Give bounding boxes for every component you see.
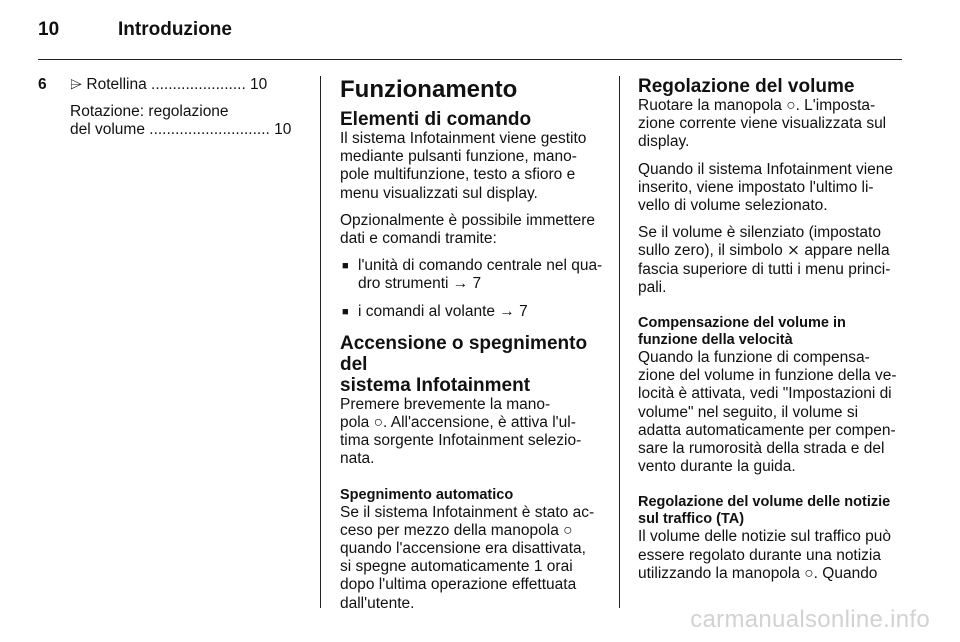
paragraph: Opzionalmente è possibile immettere dati e comandi tramite: (340, 211, 596, 248)
paragraph: Il volume delle notizie sul traffico può essere regolato durante una notizia utilizzando la manopola ○. Quando (638, 528, 892, 582)
list-item-text: l'unità di comando centrale nel qua- dro strumenti → 7 (358, 257, 603, 293)
subsection-heading: Regolazione del volume (638, 76, 855, 97)
paragraph: Ruotare la manopola ○. L'imposta- zione corrente viene visualizzata sul display. (638, 97, 887, 151)
list-item-text: i comandi al volante → 7 (358, 302, 528, 320)
paragraph: Quando il sistema Infotainment viene inserito, viene impostato l'ultimo li- vello di volume selezionato. (638, 160, 894, 215)
minor-heading: Spegnimento automatico (340, 486, 514, 503)
content-column-right (638, 76, 904, 583)
paragraph: Se il sistema Infotainment è stato ac- ceso per mezzo della manopola ○ quando l'accensione era disattivata, si spegne automaticamente 1 orai dopo l'ultima operazione effettuata dall'utente. (340, 503, 595, 612)
list-item (340, 257, 608, 293)
subsection-heading: Accensione o spegnimento del sistema Infotainment (340, 332, 588, 396)
index-entry-rotellina[interactable] (38, 76, 308, 94)
content-column-middle (340, 76, 608, 613)
index-entry-line: del volume ............................ 10 (70, 121, 292, 138)
paragraph: Il sistema Infotainment viene gestito mediante pulsanti funzione, mano- pole multifunzione, testo a sfioro e menu visualizzati sul display. (340, 130, 587, 202)
minor-heading: Compensazione del volume in funzione della velocità (638, 315, 846, 349)
index-entry-line: Rotazione: regolazione (70, 103, 229, 120)
page-number: 10 (38, 19, 60, 40)
index-entry-number: 6 (38, 76, 47, 93)
chapter-title: Introduzione (118, 19, 232, 40)
section-title: Funzionamento (340, 76, 518, 103)
header-divider (38, 59, 902, 60)
column-divider (619, 76, 620, 608)
bullet-icon: ■ (342, 260, 349, 273)
column-divider (320, 76, 321, 608)
paragraph: Se il volume è silenziato (impostato sullo zero), il simbolo ⨯ appare nella fascia superiore di tutti i menu princi- pali. (638, 224, 891, 296)
list-item (340, 303, 608, 321)
bullet-icon: ■ (342, 305, 349, 318)
minor-heading: Regolazione del volume delle notizie sul traffico (TA) (638, 494, 891, 528)
index-entry-text: ⌲ Rotellina ...................... 10 (70, 76, 268, 93)
index-column (38, 76, 308, 139)
paragraph: Quando la funzione di compensa- zione del volume in funzione della ve- locità è attivata, vedi "Impostazioni di volume" nel seguito, il volume si adatta automaticamente per compen- sare la rumorosità della strada e del vento durante la guida. (638, 349, 897, 476)
watermark: carmanualsonline.info (690, 606, 930, 633)
subsection-heading: Elementi di comando (340, 109, 532, 130)
index-entry-rotazione[interactable] (70, 103, 308, 139)
paragraph: Premere brevemente la mano- pola ○. All'accensione, è attiva l'ul- tima sorgente Infotainment selezio- nata. (340, 395, 582, 468)
